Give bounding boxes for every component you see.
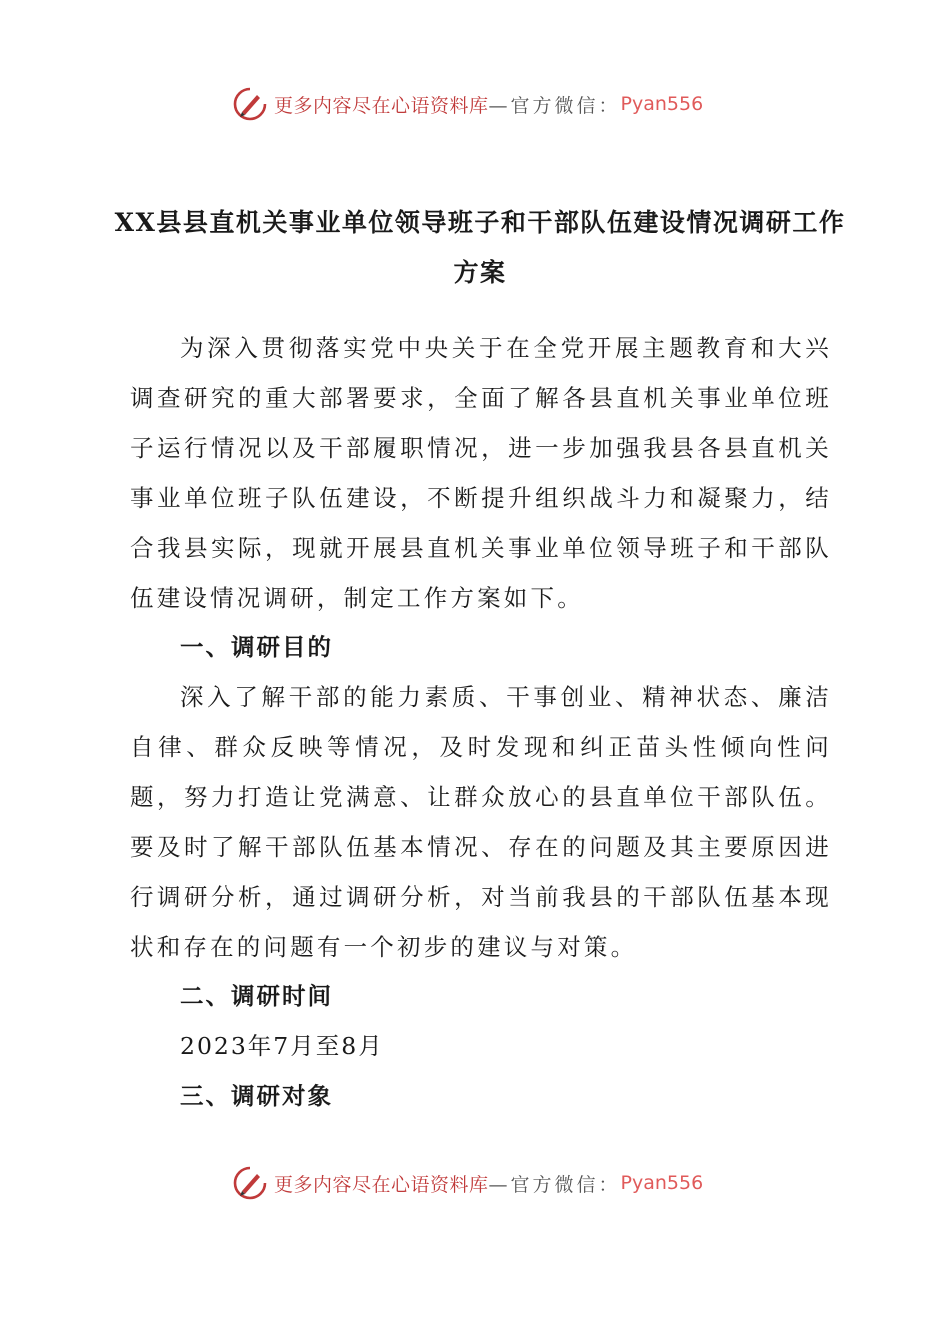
- pen-logo-icon: [232, 1165, 268, 1201]
- section1-heading: 一、调研目的: [180, 633, 333, 661]
- top-watermark-banner: [0, 84, 950, 124]
- section1-paragraph: 深入了解干部的能力素质、干事创业、精神状态、廉洁自律、群众反映等情况，及时发现和纠正苗头性倾向性问题，努力打造让党满意、让群众放心的县直单位干部队伍。要及时了解干部队伍基本情况、存在的问题及其主要原因进行调研分析，通过调研分析，对当前我县的干部队伍基本现状和存在的问题有一个初步的建议与对策。: [130, 683, 832, 961]
- section2-heading: 二、调研时间: [180, 982, 333, 1010]
- watermark-wechat-id: Pyan556: [620, 1172, 704, 1194]
- title-line-2: 方案: [453, 258, 507, 287]
- title-line-1: XX县县直机关事业单位领导班子和干部队伍建设情况调研工作: [114, 208, 846, 237]
- bottom-watermark-banner: [0, 1163, 950, 1203]
- section3-heading: 三、调研对象: [180, 1082, 333, 1110]
- intro-paragraph: 为深入贯彻落实党中央关于在全党开展主题教育和大兴调查研究的重大部署要求，全面了解各县直机关事业单位班子运行情况以及干部履职情况，进一步加强我县各县直机关事业单位班子队伍建设，不断提升组织战斗力和凝聚力，结合我县实际，现就开展县直机关事业单位领导班子和干部队伍建设情况调研，制定工作方案如下。: [130, 334, 832, 612]
- watermark-wechat-id: Pyan556: [620, 93, 704, 115]
- watermark-separator: —官方微信：: [488, 94, 621, 117]
- section2-content: 2023年7月至8月: [180, 1032, 384, 1060]
- document-title: [100, 198, 860, 298]
- watermark-brand-text: 更多内容尽在心语资料库: [274, 94, 489, 117]
- watermark-separator: —官方微信：: [488, 1173, 621, 1196]
- pen-logo-icon: [232, 86, 268, 122]
- watermark-brand-text: 更多内容尽在心语资料库: [274, 1173, 489, 1196]
